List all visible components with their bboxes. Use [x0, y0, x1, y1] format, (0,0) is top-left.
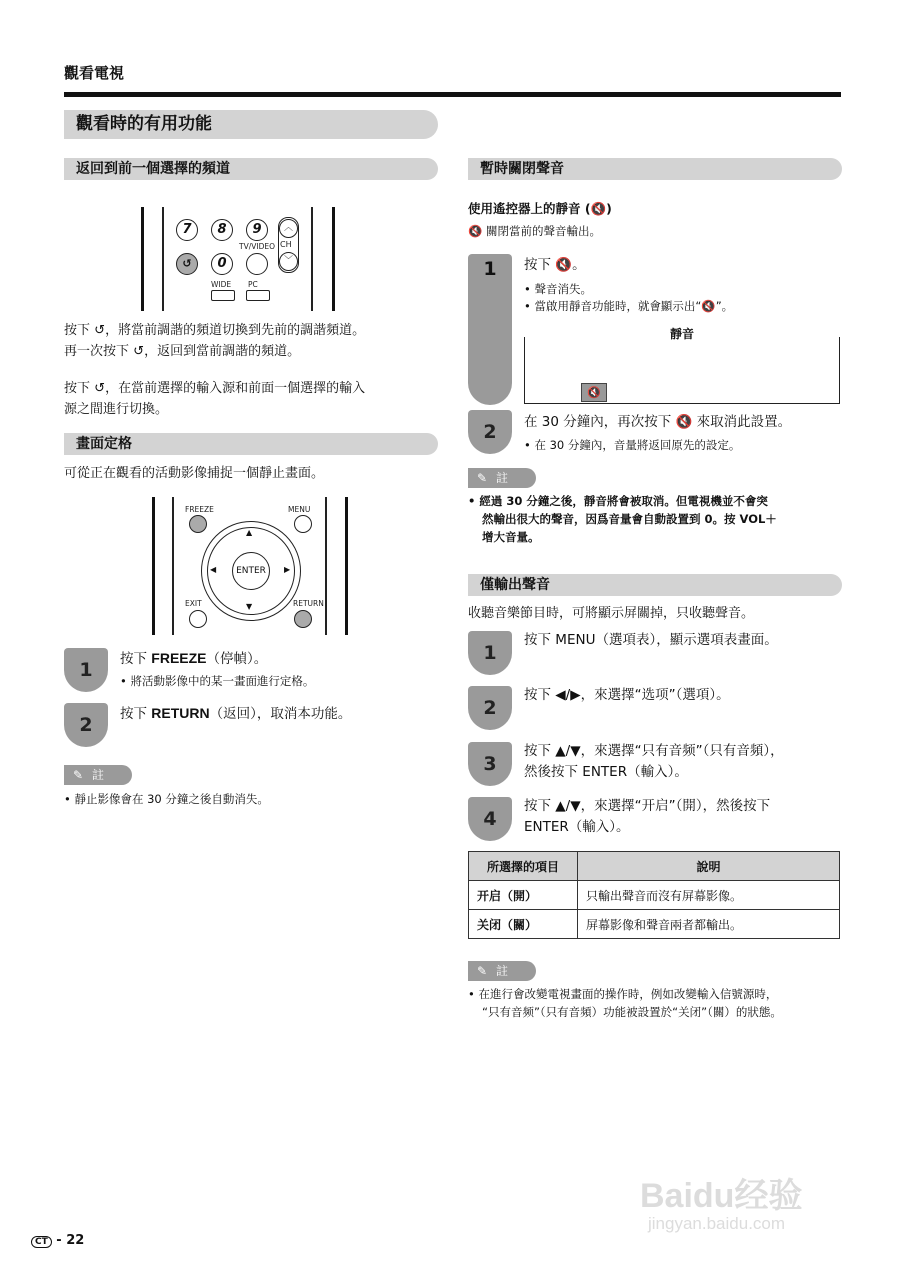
flashback-icon: ↺ — [94, 323, 106, 338]
exit-button — [189, 610, 207, 628]
mute-description: 🔇 關閉當前的聲音輸出。 — [468, 224, 601, 238]
mute-subheading: 使用遙控器上的靜音 (🔇) — [468, 201, 612, 216]
pc-button — [246, 290, 270, 301]
pencil-icon: ✎ — [477, 964, 488, 978]
freeze-note: • 靜止影像會在 30 分鐘之後自動消失。 — [64, 792, 269, 806]
freeze-step-2-number: 2 — [64, 703, 108, 747]
audio-step-2-text: 按下 ◀/▶，來選擇“选项”（選項）。 — [524, 687, 730, 703]
freeze-step-1-number: 1 — [64, 648, 108, 692]
remote-illustration-flashback — [141, 207, 335, 311]
tv-video-button — [246, 253, 268, 275]
mute-step-2-bullet: • 在 30 分鐘內，音量將返回原先的設定。 — [524, 438, 741, 452]
table-row — [469, 881, 840, 910]
button-7: 7 — [176, 219, 198, 241]
enter-button: ENTER — [232, 552, 270, 590]
freeze-title: 畫面定格 — [64, 433, 438, 455]
mute-note-tag: ✎ 註 — [468, 468, 536, 488]
audio-step-1-text: 按下 MENU（選項表），顯示選項表畫面。 — [524, 632, 778, 648]
freeze-step-1-bullet: • 將活動影像中的某一畫面進行定格。 — [120, 674, 315, 688]
mute-step-1-bullet-1: • 聲音消失。 — [524, 282, 592, 296]
mute-step-2-text: 在 30 分鐘內，再次按下 🔇 來取消此設置。 — [524, 414, 792, 430]
watermark-brand: Baidu经验 — [640, 1177, 803, 1215]
pc-label: PC — [248, 280, 258, 289]
return-button — [294, 610, 312, 628]
exit-label: EXIT — [185, 599, 202, 608]
language-badge: CT — [31, 1236, 52, 1248]
mute-step-1-text: 按下 🔇。 — [524, 257, 586, 273]
mute-step-1-number: 1 — [483, 258, 497, 280]
table-header: 說明 — [578, 852, 840, 881]
button-9: 9 — [246, 219, 268, 241]
freeze-description: 可從正在觀看的活動影像捕捉一個靜止畫面。 — [64, 466, 325, 481]
flashback-title: 返回到前一個選擇的頻道 — [64, 158, 438, 180]
mute-screen-label: 靜音 — [669, 327, 694, 341]
flashback-icon: ↺ — [94, 381, 106, 396]
table-cell: 屏幕影像和聲音兩者都輸出。 — [578, 910, 840, 939]
flashback-paragraph-2: 按下 ↺，在當前選擇的輸入源和前面一個選擇的輸入 源之間進行切換。 — [64, 381, 366, 417]
pencil-icon: ✎ — [477, 471, 488, 485]
freeze-step-1-text: 按下 FREEZE（停幀）。 — [120, 650, 268, 667]
mute-note: • 經過 30 分鐘之後，靜音將會被取消。但電視機並不會突 然輸出很大的聲音，因爲音量會自動設置到 0。按 VOL＋ 增大音量。 — [468, 494, 777, 544]
watermark-url: jingyan.baidu.com — [648, 1214, 786, 1233]
section-header: 觀看電視 — [64, 64, 125, 82]
mute-step-1-bullet-2: • 當啟用靜音功能時，就會顯示出“🔇”。 — [524, 299, 734, 313]
mute-screen-illustration — [524, 337, 840, 404]
audio-note: • 在進行會改變電視畫面的操作時，例如改變輸入信號源時， “只有音频”（只有音頻）功能被設置於“关闭”（關）的狀態。 — [468, 987, 782, 1019]
tvvideo-label: TV/VIDEO — [239, 242, 275, 251]
audio-step-2-number: 2 — [468, 686, 512, 730]
freeze-step-2-text: 按下 RETURN（返回），取消本功能。 — [120, 705, 352, 722]
audio-only-options-table — [468, 851, 840, 939]
freeze-button — [189, 515, 207, 533]
wide-button — [211, 290, 235, 301]
remote-illustration-freeze — [152, 497, 348, 635]
audio-only-description: 收聽音樂節目時，可將顯示屏關掉，只收聽聲音。 — [468, 606, 755, 621]
page-number: CT - 22 — [31, 1233, 84, 1248]
return-label: RETURN — [293, 599, 324, 608]
dpad: ▲ ▼ ◀ ▶ ENTER — [201, 521, 301, 621]
header-rule — [64, 92, 841, 97]
wide-label: WIDE — [211, 280, 232, 289]
freeze-label: FREEZE — [185, 505, 214, 514]
menu-button — [294, 515, 312, 533]
button-0: 0 — [211, 253, 233, 275]
table-header: 所選擇的項目 — [469, 852, 578, 881]
table-header-row — [469, 852, 840, 881]
table-row — [469, 910, 840, 939]
table-cell: 只輸出聲音而沒有屏幕影像。 — [578, 881, 840, 910]
page-title: 觀看時的有用功能 — [64, 110, 438, 139]
audio-step-1-number: 1 — [468, 631, 512, 675]
freeze-note-tag: ✎ 註 — [64, 765, 132, 785]
audio-step-3-text: 按下 ▲/▼，來選擇“只有音频”（只有音頻）， 然後按下 ENTER（輸入）。 — [524, 743, 784, 780]
pencil-icon: ✎ — [73, 768, 84, 782]
audio-only-title: 僅輸出聲音 — [468, 574, 842, 596]
table-cell: 关闭（關） — [469, 910, 578, 939]
table-cell: 开启（開） — [469, 881, 578, 910]
ch-rocker: ︿ CH ﹀ — [278, 217, 299, 273]
mute-title: 暫時關閉聲音 — [468, 158, 842, 180]
flashback-icon: ↺ — [133, 344, 145, 359]
mute-icon: 🔇 — [581, 383, 607, 402]
menu-label: MENU — [288, 505, 311, 514]
mute-step-2-number: 2 — [468, 410, 512, 454]
flashback-icon: ↺ — [176, 253, 198, 275]
flashback-paragraph-1: 按下 ↺，將當前調諧的頻道切換到先前的調諧頻道。 再一次按下 ↺，返回到當前調諧的頻道。 — [64, 323, 366, 359]
audio-note-tag: ✎ 註 — [468, 961, 536, 981]
button-8: 8 — [211, 219, 233, 241]
audio-step-4-text: 按下 ▲/▼，來選擇“开启”（開），然後按下 ENTER（輸入）。 — [524, 798, 771, 835]
audio-step-3-number: 3 — [468, 742, 512, 786]
audio-step-4-number: 4 — [468, 797, 512, 841]
